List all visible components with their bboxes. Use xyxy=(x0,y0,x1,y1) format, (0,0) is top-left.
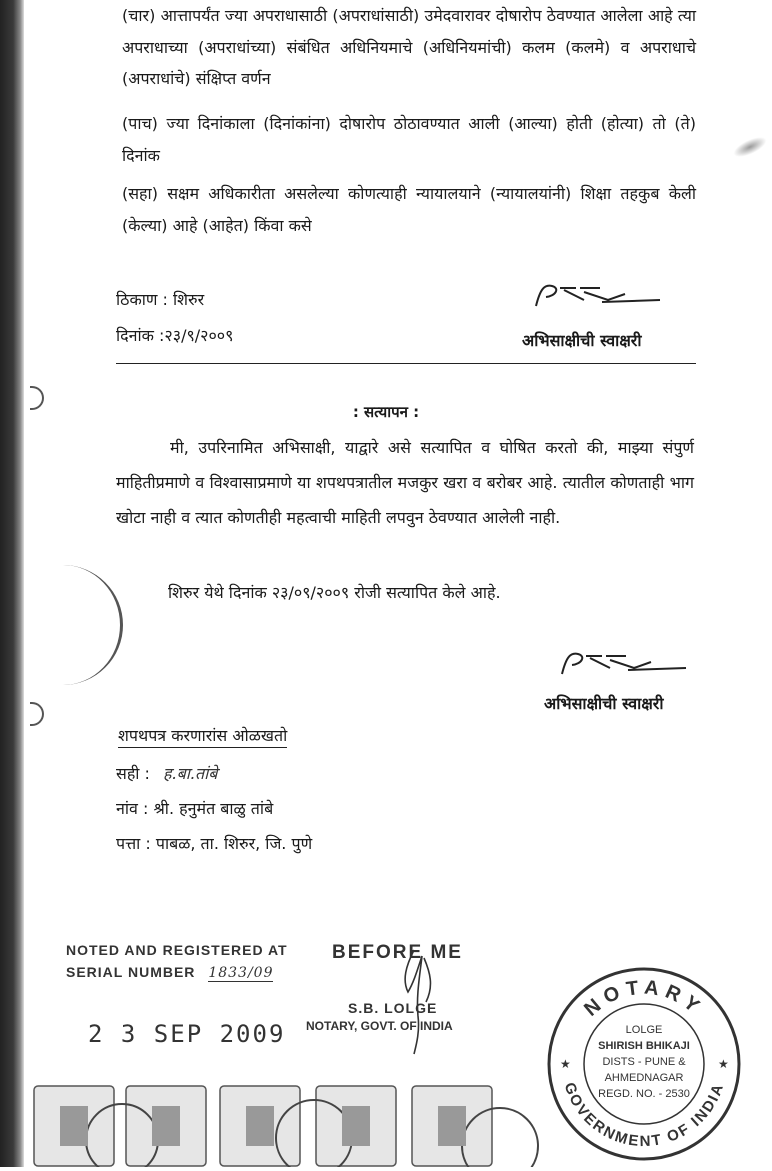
seal-line-4: AHMEDNAGAR xyxy=(604,1072,684,1084)
clause-saha: (सहा) सक्षम अधिकारीता असलेल्या कोणत्याही न्यायालयाने (न्यायालयांनी) शिक्षा तहकुब केली (केल्या) आहे (आहेत) किंवा कसे xyxy=(122,184,696,235)
stamp-emblem-5 xyxy=(438,1106,466,1146)
date-line: दिनांक :२३/९/२००९ xyxy=(116,326,234,345)
stamp-emblem-4 xyxy=(342,1106,370,1146)
binding-edge xyxy=(0,0,24,1167)
notary-title: NOTARY, GOVT. OF INDIA xyxy=(306,1019,453,1033)
seal-bottom-text: GOVERNMENT OF INDIA xyxy=(560,1080,728,1151)
registration-line-1: NOTED AND REGISTERED AT xyxy=(66,942,288,958)
verification-date-line: शिरुर येथे दिनांक २३/०९/२००९ रोजी सत्यापित केले आहे. xyxy=(168,583,501,602)
deponent-signature-2 xyxy=(556,648,691,678)
registration-line-2 xyxy=(66,964,273,981)
notary-name: S.B. LOLGE xyxy=(348,1000,438,1016)
verification-body: मी, उपरिनामित अभिसाक्षी, याद्वारे असे सत्यापित व घोषित करतो की, माझ्या संपुर्ण माहितीप्रमाणे व विश्वासाप्रमाणे या शपथपत्रातील मजकुर खरा व बरोबर आहे. त्यातील कोणताही भाग खोटा नाही व त्यात कोणतीही महत्वाची माहिती लपवुन ठेवण्यात आलेली नाही. xyxy=(116,438,694,527)
seal-line-2: SHIRISH BHIKAJI xyxy=(598,1040,690,1052)
date-stamp: 2 3 SEP 2009 xyxy=(88,1020,286,1048)
clause-char: (चार) आत्तापर्यंत ज्या अपराधासाठी (अपराधांसाठी) उमेदवारावर दोषारोप ठेवण्यात आलेला आहे त्या अपराधाच्या (अपराधांच्या) संबंधित अधिनियमाचे (अधिनियमांची) कलम (कलमे) व अपराधाचे (अपराधांचे) संक्षिप्त वर्णन xyxy=(122,6,696,88)
punch-hole-bottom xyxy=(30,702,44,726)
identifier-name: नांव : श्री. हनुमंत बाळु तांबे xyxy=(116,799,274,818)
identifier-sign-label: सही : xyxy=(116,764,150,783)
registration-serial-number: 1833/09 xyxy=(208,965,274,981)
clause-pach: (पाच) ज्या दिनांकाला (दिनांकांना) दोषारोप ठोठावण्यात आली (आल्या) होती (होत्या) तो (ते) दिनांक xyxy=(122,114,696,165)
identifier-address: पत्ता : पाबळ, ता. शिरुर, जि. पुणे xyxy=(116,834,313,853)
registration-serial-label: SERIAL NUMBER xyxy=(66,964,196,980)
seal-line-5: REGD. NO. - 2530 xyxy=(598,1088,690,1100)
deponent-signature-1 xyxy=(530,280,665,310)
stamp-emblem-2 xyxy=(152,1106,180,1146)
seal-star-left: ★ xyxy=(560,1057,571,1071)
stamp-emblem-3 xyxy=(246,1106,274,1146)
identifier-heading: शपथपत्र करणारांस ओळखतो xyxy=(118,726,287,748)
section-divider xyxy=(116,363,696,364)
ink-smudge xyxy=(731,133,770,161)
signature-label-2: अभिसाक्षीची स्वाक्षरी xyxy=(544,694,664,713)
before-me-text: BEFORE ME xyxy=(332,942,463,963)
seal-line-1: LOLGE xyxy=(625,1024,663,1036)
svg-text:NOTARY xyxy=(580,976,708,1020)
notary-seal xyxy=(546,966,742,1162)
seal-top-text: NOTARY xyxy=(580,976,708,1021)
revenue-stamp-strip xyxy=(30,1082,550,1171)
identifier-heading-wrap xyxy=(118,724,287,746)
stamp-emblem-1 xyxy=(60,1106,88,1146)
signature-label-1: अभिसाक्षीची स्वाक्षरी xyxy=(522,331,642,350)
identifier-sign-value: ह.बा.तांबे xyxy=(163,764,218,783)
seal-line-3: DISTS - PUNE & xyxy=(602,1056,686,1068)
margin-mark xyxy=(60,565,123,685)
verification-heading: : सत्यापन : xyxy=(352,403,420,421)
seal-star-right: ★ xyxy=(718,1057,729,1071)
identifier-sign-row xyxy=(116,762,217,784)
place-line: ठिकाण : शिरुर xyxy=(116,290,205,309)
